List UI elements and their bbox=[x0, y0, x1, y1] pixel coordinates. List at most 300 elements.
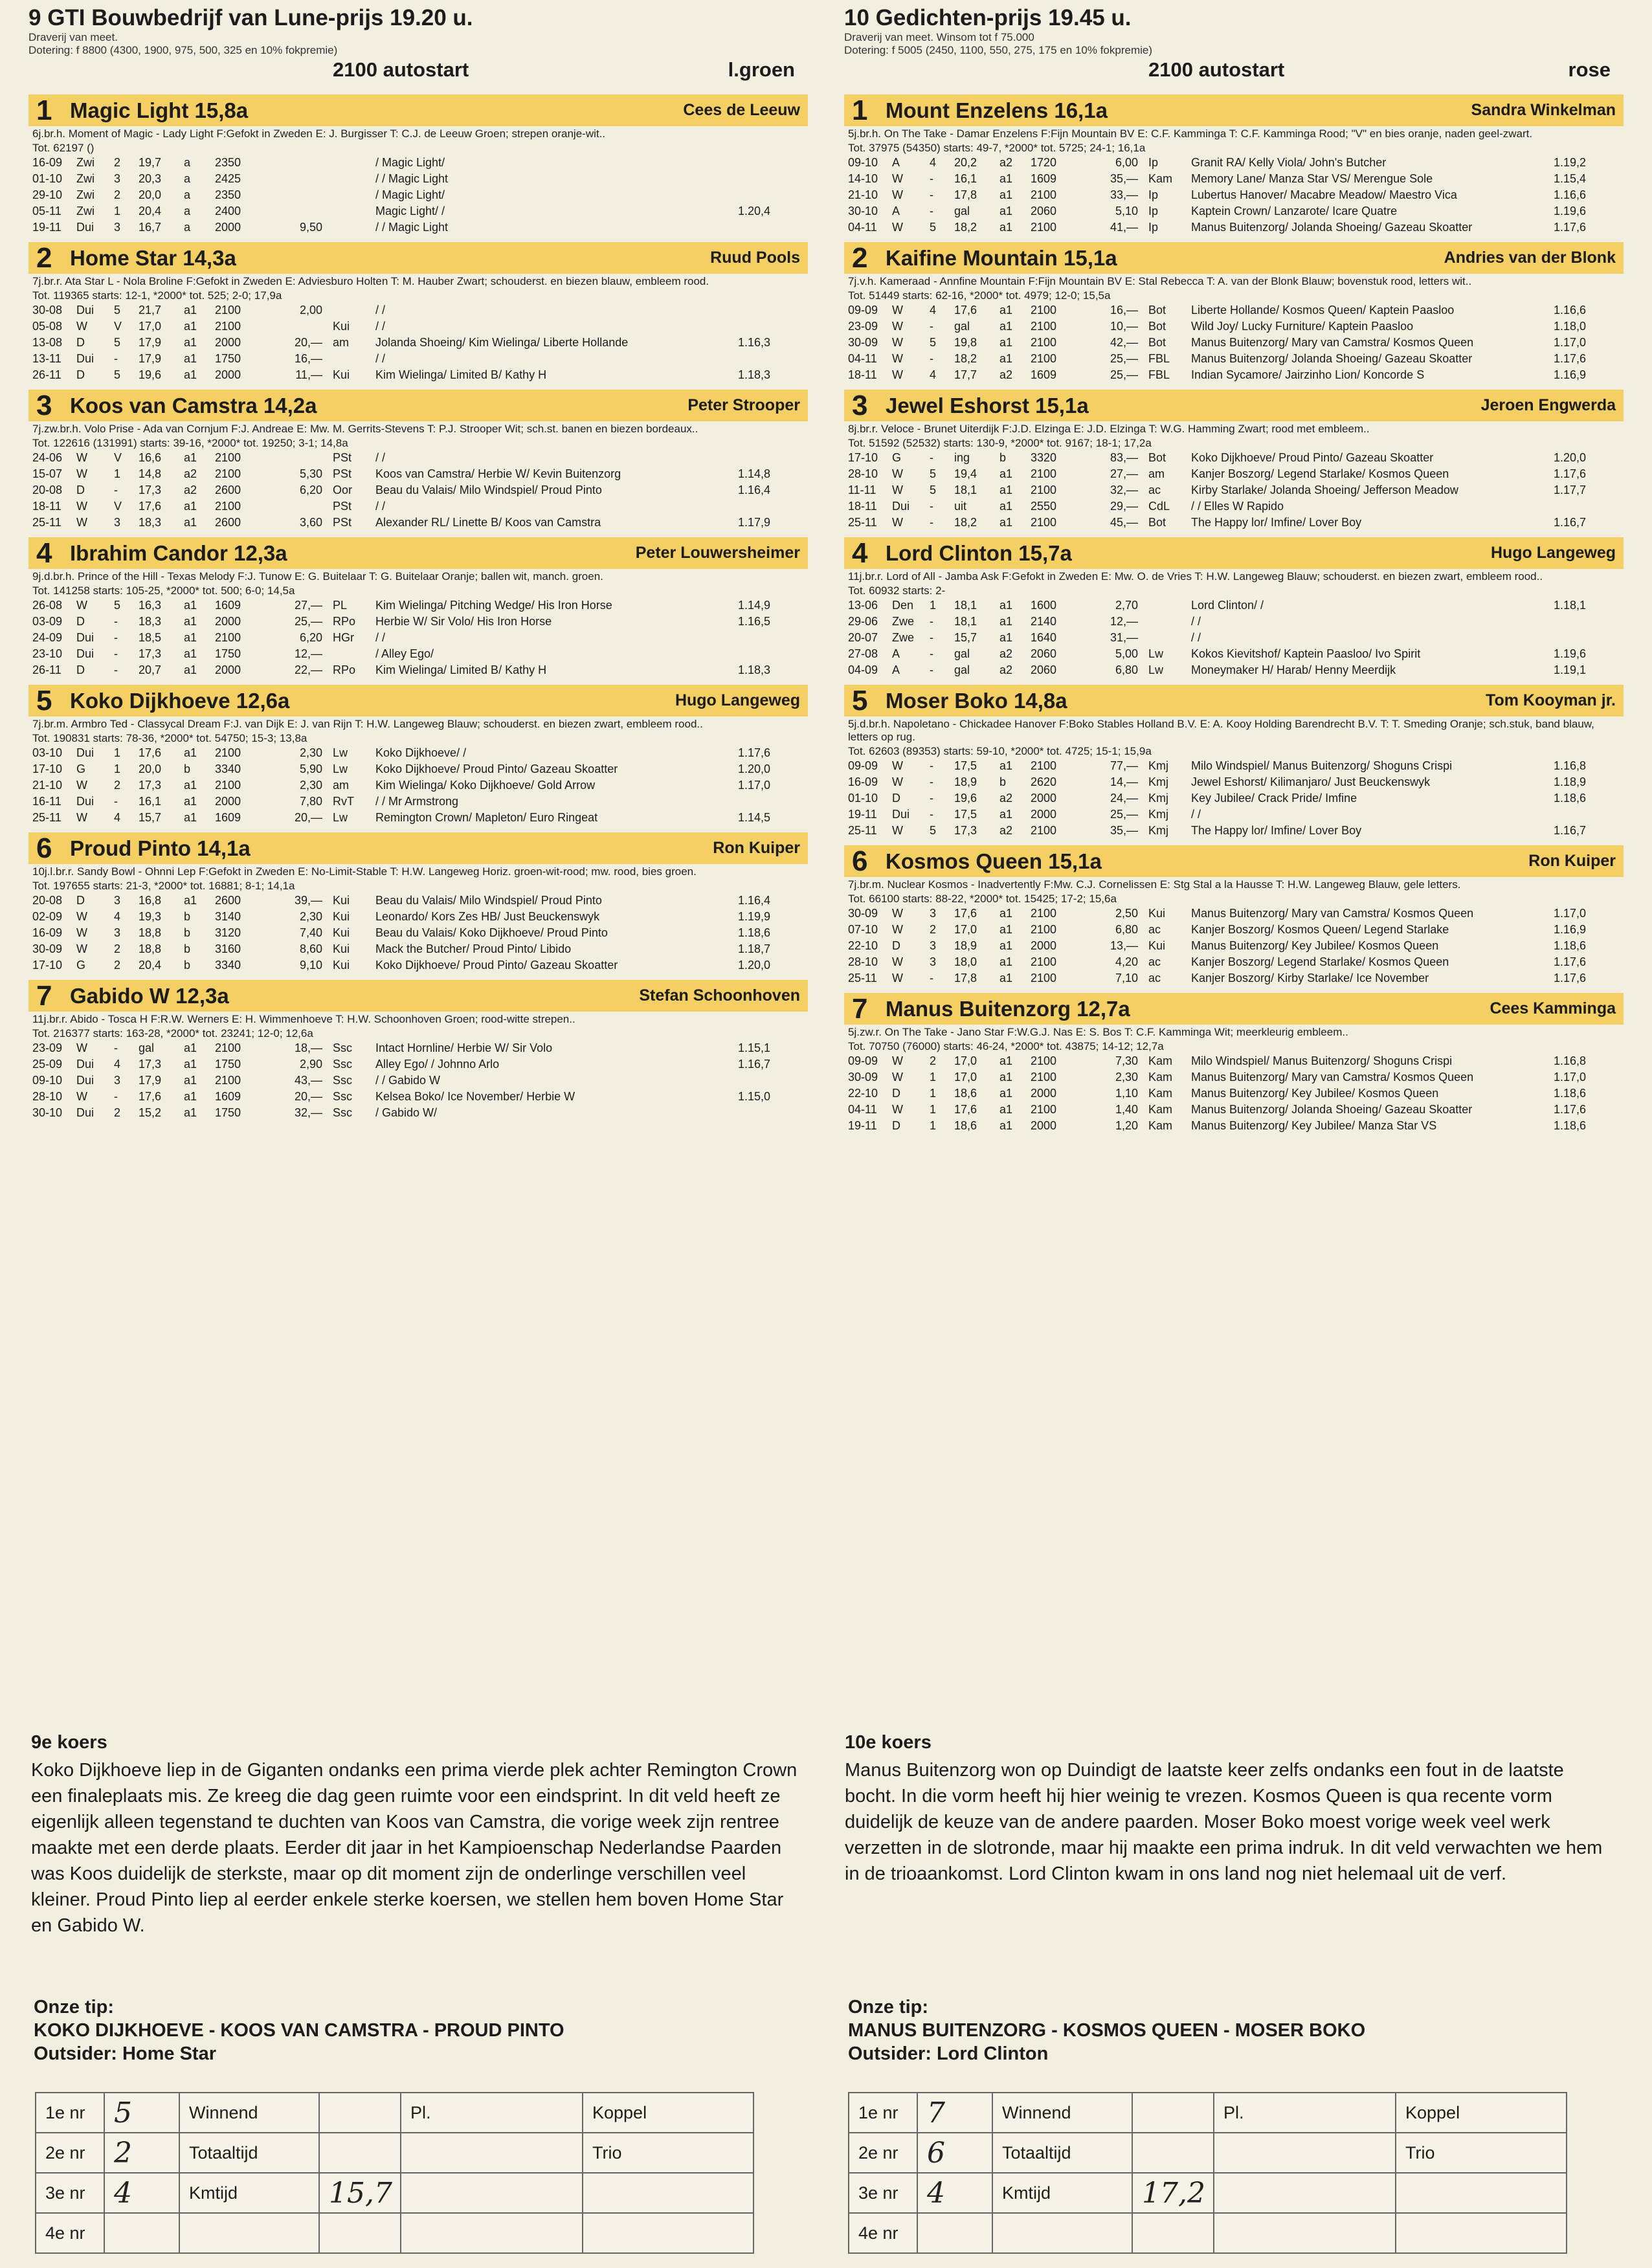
run-result: / / bbox=[375, 500, 386, 513]
run-track: W bbox=[76, 467, 87, 480]
run-date: 17-10 bbox=[32, 959, 63, 972]
run-odds bbox=[272, 498, 333, 515]
run-date: 04-11 bbox=[848, 221, 877, 234]
run-kmtime: 1.17,0 bbox=[1554, 907, 1587, 920]
run-start: a1 bbox=[184, 1106, 197, 1119]
run-start: a1 bbox=[999, 631, 1013, 644]
bet-form-horse-number[interactable]: 7 bbox=[917, 2093, 992, 2133]
horse-record: Tot. 119365 starts: 12-1, *2000* tot. 525; 2-0; 17,9a bbox=[32, 289, 282, 302]
run-result: Remington Crown/ Mapleton/ Euro Ringeat bbox=[375, 811, 598, 824]
run-odds: 25,— bbox=[294, 615, 322, 628]
bet-form-race-9 bbox=[35, 2092, 754, 2254]
run-start: a2 bbox=[999, 663, 1013, 676]
run-distance: 2100 bbox=[1031, 824, 1057, 837]
run-start: b bbox=[999, 775, 1007, 788]
bet-form-row bbox=[36, 2133, 753, 2173]
run-date: 30-10 bbox=[848, 205, 878, 217]
run-position: 5 bbox=[930, 221, 937, 234]
run-time: 14,8 bbox=[139, 467, 162, 480]
run-driver: Kmj bbox=[1148, 775, 1168, 788]
run-time: 18,8 bbox=[139, 942, 162, 955]
run-distance: 2600 bbox=[215, 484, 241, 496]
run-track: Dui bbox=[76, 221, 95, 234]
run-kmtime: 1.14,5 bbox=[738, 811, 771, 824]
horse-number: 1 bbox=[36, 94, 52, 126]
bet-form-field-value[interactable]: 17,2 bbox=[1132, 2173, 1214, 2213]
run-date: 05-08 bbox=[32, 320, 63, 333]
run-date: 23-09 bbox=[848, 320, 878, 333]
run-position: - bbox=[114, 1090, 118, 1103]
bet-form-koppel-label: Koppel bbox=[1396, 2093, 1567, 2133]
run-track: D bbox=[76, 368, 85, 381]
run-distance: 1609 bbox=[215, 811, 241, 824]
run-start: a bbox=[184, 221, 191, 234]
run-driver: Kui bbox=[333, 942, 350, 955]
run-position: 4 bbox=[114, 910, 121, 923]
run-result: Milo Windspiel/ Manus Buitenzorg/ Shoguns Crispi bbox=[1191, 759, 1453, 772]
bet-form-field-value[interactable] bbox=[1132, 2093, 1214, 2133]
run-result: Beau du Valais/ Milo Windspiel/ Proud Pinto bbox=[375, 484, 602, 496]
horse-number: 6 bbox=[852, 845, 868, 877]
run-position: 2 bbox=[114, 156, 121, 169]
run-distance: 3120 bbox=[215, 926, 241, 939]
run-odds: 45,— bbox=[1110, 516, 1138, 529]
run-odds: 5,10 bbox=[1115, 205, 1138, 217]
run-date: 27-08 bbox=[848, 647, 878, 660]
recent-runs-table bbox=[32, 302, 792, 383]
run-odds: 2,50 bbox=[1115, 907, 1138, 920]
run-track: W bbox=[892, 467, 903, 480]
run-track: Zwi bbox=[76, 205, 95, 217]
run-odds: 9,50 bbox=[299, 221, 322, 234]
run-odds: 5,30 bbox=[299, 467, 322, 480]
run-driver: Kui bbox=[1148, 939, 1166, 952]
run-position: 1 bbox=[114, 762, 121, 775]
run-odds: 39,— bbox=[294, 894, 322, 907]
run-track: A bbox=[892, 156, 900, 169]
run-kmtime: 1.16,7 bbox=[1554, 824, 1587, 837]
run-row bbox=[848, 662, 1608, 678]
run-time: 20,3 bbox=[139, 172, 162, 185]
run-date: 26-11 bbox=[32, 663, 61, 676]
run-odds: 2,30 bbox=[299, 779, 322, 792]
horse-header bbox=[28, 390, 808, 421]
run-odds: 2,30 bbox=[299, 746, 322, 759]
run-position: - bbox=[930, 172, 933, 185]
run-position: 1 bbox=[114, 467, 121, 480]
horse-header bbox=[844, 685, 1624, 717]
run-date: 09-10 bbox=[32, 1074, 63, 1087]
run-date: 09-09 bbox=[848, 759, 878, 772]
horse-number: 3 bbox=[852, 390, 868, 421]
run-odds: 16,— bbox=[294, 352, 322, 365]
bet-form-field-value[interactable] bbox=[319, 2213, 401, 2253]
run-row bbox=[848, 954, 1608, 970]
horse-pedigree: 5j.d.br.h. Napoletano - Chickadee Hanover F:Boko Stables Holland B.V. E: A. Kooy Holding Barendrecht B.V. T: T. Smeding Oranje; sch.stuk, band blauw, letters op rug. bbox=[848, 718, 1594, 743]
run-distance: 2060 bbox=[1031, 205, 1057, 217]
run-start: a1 bbox=[999, 939, 1013, 952]
tip-outsider: Outsider: Lord Clinton bbox=[848, 2043, 1049, 2064]
run-odds: 43,— bbox=[294, 1074, 322, 1087]
run-start: a1 bbox=[184, 368, 197, 381]
run-date: 25-11 bbox=[848, 516, 877, 529]
run-distance: 2100 bbox=[215, 1041, 241, 1054]
horse-pedigree: 7j.br.m. Nuclear Kosmos - Inadvertently F:Mw. C.J. Cornelissen E: Stg Stal a la Hausse T: H.W. Langeweg Blauw, gele letters. bbox=[848, 878, 1461, 891]
run-kmtime bbox=[738, 630, 792, 646]
run-odds: 25,— bbox=[1110, 808, 1138, 821]
bet-form-field-value[interactable] bbox=[319, 2093, 401, 2133]
run-driver: Ip bbox=[1148, 205, 1159, 217]
run-time: 17,6 bbox=[954, 304, 977, 317]
run-result: Intact Hornline/ Herbie W/ Sir Volo bbox=[375, 1041, 553, 1054]
run-distance: 2100 bbox=[1031, 221, 1057, 234]
horse-entry bbox=[844, 685, 1624, 839]
run-result: Lubertus Hanover/ Macabre Meadow/ Maestro Vica bbox=[1191, 188, 1457, 201]
run-result: Manus Buitenzorg/ Mary van Camstra/ Kosmos Queen bbox=[1191, 907, 1474, 920]
bet-form-horse-number[interactable]: 2 bbox=[104, 2133, 179, 2173]
bet-form-field-label: Totaaltijd bbox=[179, 2133, 319, 2173]
run-driver: Kui bbox=[333, 910, 350, 923]
run-start: a1 bbox=[184, 304, 197, 317]
run-kmtime: 1.17,6 bbox=[1554, 352, 1587, 365]
run-distance: 2100 bbox=[1031, 923, 1057, 936]
run-date: 25-11 bbox=[32, 516, 61, 529]
run-position: - bbox=[930, 759, 933, 772]
run-driver: RPo bbox=[333, 615, 356, 628]
run-kmtime: 1.20,4 bbox=[738, 205, 771, 217]
run-kmtime: 1.19,2 bbox=[1554, 156, 1587, 169]
run-distance: 2100 bbox=[1031, 907, 1057, 920]
run-time: 17,5 bbox=[954, 808, 977, 821]
run-kmtime: 1.17,0 bbox=[1554, 1071, 1587, 1084]
run-start: a1 bbox=[999, 304, 1013, 317]
run-time: 18,0 bbox=[954, 955, 977, 968]
bet-form-field-value[interactable] bbox=[1132, 2213, 1214, 2253]
run-row bbox=[848, 646, 1608, 662]
run-start: a2 bbox=[999, 824, 1013, 837]
horse-pedigree: 5j.br.h. On The Take - Damar Enzelens F:Fijn Mountain BV E: C.F. Kamminga T: C.F. Kamminga Rood; "V" en bies oranje, naden geel-zwart. bbox=[848, 128, 1533, 140]
run-date: 13-08 bbox=[32, 336, 63, 349]
horse-entry bbox=[28, 242, 808, 383]
run-track: W bbox=[76, 942, 87, 955]
run-position: 3 bbox=[114, 926, 121, 939]
run-row bbox=[848, 774, 1608, 790]
run-track: W bbox=[892, 352, 903, 365]
run-result: / Magic Light/ bbox=[375, 188, 445, 201]
run-row bbox=[848, 171, 1608, 187]
run-track: W bbox=[892, 1103, 903, 1116]
bet-form-row bbox=[849, 2133, 1567, 2173]
run-distance: 1609 bbox=[215, 599, 241, 612]
race-meta-line: Dotering: f 8800 (4300, 1900, 975, 500, 325 en 10% fokpremie) bbox=[28, 44, 338, 56]
run-odds: 14,— bbox=[1110, 775, 1138, 788]
run-start: a1 bbox=[999, 1087, 1013, 1100]
run-position: 1 bbox=[114, 746, 121, 759]
run-result: Koko Dijkhoeve/ Proud Pinto/ Gazeau Skoatter bbox=[375, 762, 618, 775]
run-date: 09-10 bbox=[848, 156, 878, 169]
run-result: Lord Clinton/ / bbox=[1191, 599, 1264, 612]
run-kmtime: 1.18,3 bbox=[738, 663, 771, 676]
commentary-race-9 bbox=[31, 1732, 801, 1939]
horse-name: Proud Pinto 14,1a bbox=[70, 836, 251, 860]
bet-form-nr-label: 3e nr bbox=[36, 2173, 104, 2213]
horse-entry bbox=[28, 980, 808, 1121]
horse-driver: Peter Louwersheimer bbox=[635, 544, 800, 562]
run-track: W bbox=[892, 1054, 903, 1067]
bet-form-horse-number[interactable] bbox=[104, 2213, 179, 2253]
run-distance: 2060 bbox=[1031, 647, 1057, 660]
bet-form-row bbox=[36, 2213, 753, 2253]
run-time: 17,8 bbox=[954, 972, 977, 984]
run-start: a1 bbox=[184, 516, 197, 529]
run-distance: 2100 bbox=[1031, 188, 1057, 201]
run-odds: 7,30 bbox=[1115, 1054, 1138, 1067]
bet-form-field-value[interactable] bbox=[319, 2133, 401, 2173]
run-kmtime bbox=[1554, 614, 1608, 630]
run-track: W bbox=[892, 907, 903, 920]
run-track: Dui bbox=[892, 500, 910, 513]
race-distance: 2100 autostart bbox=[1148, 58, 1285, 81]
bet-form-nr-label: 3e nr bbox=[849, 2173, 917, 2213]
run-result: / / bbox=[1191, 615, 1201, 628]
run-distance: 2000 bbox=[215, 368, 241, 381]
run-track: W bbox=[892, 320, 903, 333]
run-start: a1 bbox=[999, 221, 1013, 234]
horse-entry bbox=[844, 845, 1624, 986]
run-result: / Gabido W/ bbox=[375, 1106, 438, 1119]
run-driver: Kam bbox=[1148, 1119, 1173, 1132]
run-result: / / Magic Light bbox=[375, 221, 449, 234]
run-odds: 18,— bbox=[294, 1041, 322, 1054]
run-track: W bbox=[892, 336, 903, 349]
run-position: 1 bbox=[930, 599, 937, 612]
bet-form-horse-number[interactable]: 4 bbox=[917, 2173, 992, 2213]
run-date: 18-11 bbox=[848, 368, 877, 381]
run-driver: Bot bbox=[1148, 336, 1166, 349]
horse-header bbox=[844, 94, 1624, 126]
horse-number: 1 bbox=[852, 94, 868, 126]
run-time: 17,9 bbox=[139, 336, 162, 349]
run-kmtime: 1.15,0 bbox=[738, 1090, 771, 1103]
run-driver bbox=[333, 219, 375, 236]
run-start: a1 bbox=[999, 1071, 1013, 1084]
run-track: D bbox=[76, 894, 85, 907]
horse-pedigree: 7j.zw.br.h. Volo Prise - Ada van Cornjum F:J. Andreae E: Mw. M. Gerrits-Stevens T: P.J. Strooper Wit; sch.st. banen en biezen bordeaux.. bbox=[32, 423, 698, 435]
run-row bbox=[848, 155, 1608, 171]
run-position: 1 bbox=[930, 1119, 937, 1132]
run-odds: 25,— bbox=[1110, 368, 1138, 381]
run-track: D bbox=[892, 1087, 900, 1100]
run-result: / Alley Ego/ bbox=[375, 647, 434, 660]
horse-number: 2 bbox=[36, 242, 52, 274]
bet-form-place-label bbox=[401, 2173, 583, 2213]
run-date: 09-09 bbox=[848, 1054, 878, 1067]
run-start: a1 bbox=[184, 336, 197, 349]
run-position: 5 bbox=[930, 484, 937, 496]
run-row bbox=[848, 466, 1608, 482]
run-time: 18,2 bbox=[954, 221, 977, 234]
run-result: Manus Buitenzorg/ Mary van Camstra/ Kosmos Queen bbox=[1191, 336, 1474, 349]
run-position: 3 bbox=[930, 955, 937, 968]
run-time: 17,6 bbox=[954, 907, 977, 920]
commentary-text: Koko Dijkhoeve liep in de Giganten ondanks een prima vierde plek achter Remington Crown een finaleplaats mis. Ze kreeg die dag geen ruimte voor een eindsprint. In dit veld heeft ze eigenlijk alleen tegenstand te duchten van Koos van Camstra, die vorige week zijn rentree maakte met een derde plaats. Eerder dit jaar in het Kampioenschap Nederlandse Paarden was Koos duidelijk de sterkste, maar op dit moment zijn de onderlinge verschillen veel kleiner. Proud Pinto liep al eerder enkele sterke koersen, we stellen hem boven Home Star en Gabido W. bbox=[31, 1760, 798, 1936]
run-track: Zwe bbox=[892, 631, 915, 644]
run-row bbox=[32, 614, 792, 630]
run-result: Koko Dijkhoeve/ Proud Pinto/ Gazeau Skoatter bbox=[1191, 451, 1434, 464]
run-row bbox=[848, 790, 1608, 806]
horse-driver: Peter Strooper bbox=[687, 396, 800, 414]
run-result: / / bbox=[1191, 808, 1201, 821]
run-driver: FBL bbox=[1148, 352, 1170, 365]
run-odds: 41,— bbox=[1110, 221, 1138, 234]
run-position: 5 bbox=[114, 304, 121, 317]
run-driver: PSt bbox=[333, 516, 352, 529]
run-date: 19-11 bbox=[848, 808, 877, 821]
run-position: V bbox=[114, 320, 122, 333]
run-track: Dui bbox=[76, 352, 95, 365]
bet-form-horse-number[interactable]: 6 bbox=[917, 2133, 992, 2173]
run-driver: am bbox=[333, 336, 350, 349]
recent-runs-table bbox=[32, 893, 792, 973]
run-driver: Lw bbox=[1148, 663, 1164, 676]
run-odds bbox=[272, 171, 333, 187]
horse-header bbox=[844, 242, 1624, 274]
run-track: Zwi bbox=[76, 156, 95, 169]
run-row bbox=[848, 1085, 1608, 1102]
bet-form-horse-number[interactable]: 5 bbox=[104, 2093, 179, 2133]
run-kmtime: 1.17,6 bbox=[1554, 972, 1587, 984]
run-driver: Oor bbox=[333, 484, 353, 496]
run-track: W bbox=[76, 811, 87, 824]
bet-form-nr-label: 2e nr bbox=[36, 2133, 104, 2173]
run-position: - bbox=[930, 188, 933, 201]
bet-form-field-value[interactable] bbox=[1132, 2133, 1214, 2173]
run-track: G bbox=[76, 959, 86, 972]
race-title: 10 Gedichten-prijs 19.45 u. bbox=[844, 5, 1132, 30]
run-row bbox=[848, 203, 1608, 219]
run-distance: 2100 bbox=[1031, 320, 1057, 333]
run-odds: 13,— bbox=[1110, 939, 1138, 952]
run-time: 19,4 bbox=[954, 467, 977, 480]
bet-form-field-label: Totaaltijd bbox=[992, 2133, 1132, 2173]
run-kmtime: 1.17,6 bbox=[738, 746, 771, 759]
run-distance: 2100 bbox=[215, 320, 241, 333]
run-date: 30-09 bbox=[848, 336, 878, 349]
run-track: D bbox=[76, 336, 85, 349]
run-track: W bbox=[76, 779, 87, 792]
run-kmtime: 1.19,6 bbox=[1554, 205, 1587, 217]
run-track: W bbox=[892, 1071, 903, 1084]
run-position: 5 bbox=[114, 336, 121, 349]
bet-form-row bbox=[849, 2173, 1567, 2213]
run-time: 17,7 bbox=[954, 368, 977, 381]
run-date: 23-09 bbox=[32, 1041, 63, 1054]
horse-driver: Ruud Pools bbox=[710, 249, 800, 267]
run-position: 2 bbox=[114, 959, 121, 972]
run-kmtime: 1.20,0 bbox=[738, 959, 771, 972]
run-result: The Happy lor/ Imfine/ Lover Boy bbox=[1191, 824, 1362, 837]
run-row bbox=[32, 1089, 792, 1105]
run-odds: 1,20 bbox=[1115, 1119, 1138, 1132]
run-position: 1 bbox=[930, 1071, 937, 1084]
run-row bbox=[32, 335, 792, 351]
run-distance: 2620 bbox=[1031, 775, 1057, 788]
run-row bbox=[32, 810, 792, 826]
run-distance: 1609 bbox=[1031, 172, 1057, 185]
recent-runs-table bbox=[848, 302, 1608, 383]
run-distance: 2100 bbox=[215, 451, 241, 464]
run-result: Moneymaker H/ Harab/ Henny Meerdijk bbox=[1191, 663, 1396, 676]
horse-number: 2 bbox=[852, 242, 868, 274]
run-driver: Bot bbox=[1148, 451, 1166, 464]
run-odds: 32,— bbox=[1110, 484, 1138, 496]
horse-record: Tot. 62603 (89353) starts: 59-10, *2000* tot. 4725; 15-1; 15,9a bbox=[848, 745, 1152, 757]
run-start: a1 bbox=[184, 352, 197, 365]
run-row bbox=[848, 758, 1608, 774]
run-start: a1 bbox=[999, 972, 1013, 984]
run-distance: 2100 bbox=[215, 500, 241, 513]
run-track: W bbox=[76, 1090, 87, 1103]
run-result: Jewel Eshorst/ Kilimanjaro/ Just Beuckenswyk bbox=[1191, 775, 1431, 788]
bet-form-horse-number[interactable]: 4 bbox=[104, 2173, 179, 2213]
run-time: 15,2 bbox=[139, 1106, 162, 1119]
run-row bbox=[32, 597, 792, 614]
horse-header bbox=[28, 685, 808, 717]
run-result: Wild Joy/ Lucky Furniture/ Kaptein Paasloo bbox=[1191, 320, 1414, 333]
run-time: 17,0 bbox=[954, 1054, 977, 1067]
run-driver bbox=[333, 171, 375, 187]
run-time: 16,1 bbox=[139, 795, 162, 808]
run-driver: am bbox=[1148, 467, 1165, 480]
run-track: W bbox=[892, 172, 903, 185]
run-date: 17-10 bbox=[848, 451, 878, 464]
horse-number: 6 bbox=[36, 832, 52, 864]
run-position: - bbox=[930, 320, 933, 333]
run-driver bbox=[333, 187, 375, 203]
run-track: Dui bbox=[76, 647, 95, 660]
run-position: - bbox=[114, 1041, 118, 1054]
run-position: - bbox=[114, 647, 118, 660]
run-position: - bbox=[930, 792, 933, 805]
run-driver: Kui bbox=[333, 894, 350, 907]
run-odds: 7,40 bbox=[299, 926, 322, 939]
horse-pedigree: 7j.br.m. Armbro Ted - Classycal Dream F:J. van Dijk E: J. van Rijn T: H.W. Langeweg Blauw; schouderst. en biezen zwart, embleem rood.. bbox=[32, 718, 703, 730]
bet-form-field-value[interactable]: 15,7 bbox=[319, 2173, 401, 2213]
horse-driver: Sandra Winkelman bbox=[1471, 101, 1616, 119]
horse-name: Gabido W 12,3a bbox=[70, 983, 229, 1008]
run-position: 4 bbox=[930, 156, 937, 169]
run-row bbox=[848, 450, 1608, 466]
run-driver: Kmj bbox=[1148, 808, 1168, 821]
run-odds: 3,60 bbox=[299, 516, 322, 529]
run-row bbox=[32, 302, 792, 318]
run-date: 18-11 bbox=[32, 500, 61, 513]
run-start: a1 bbox=[999, 188, 1013, 201]
run-time: 15,7 bbox=[954, 631, 977, 644]
run-track: Zwe bbox=[892, 615, 915, 628]
run-odds: 35,— bbox=[1110, 824, 1138, 837]
run-driver: Kui bbox=[333, 320, 350, 333]
run-driver: Kmj bbox=[1148, 759, 1168, 772]
run-result: Manus Buitenzorg/ Mary van Camstra/ Kosmos Queen bbox=[1191, 1071, 1474, 1084]
recent-runs-table bbox=[32, 745, 792, 826]
run-distance: 2060 bbox=[1031, 663, 1057, 676]
run-result: Kanjer Boszorg/ Legend Starlake/ Kosmos Queen bbox=[1191, 467, 1449, 480]
run-start: a1 bbox=[184, 599, 197, 612]
horse-record: Tot. 216377 starts: 163-28, *2000* tot. 23241; 12-0; 12,6a bbox=[32, 1027, 313, 1040]
bet-form-horse-number[interactable] bbox=[917, 2213, 992, 2253]
run-distance: 3340 bbox=[215, 762, 241, 775]
